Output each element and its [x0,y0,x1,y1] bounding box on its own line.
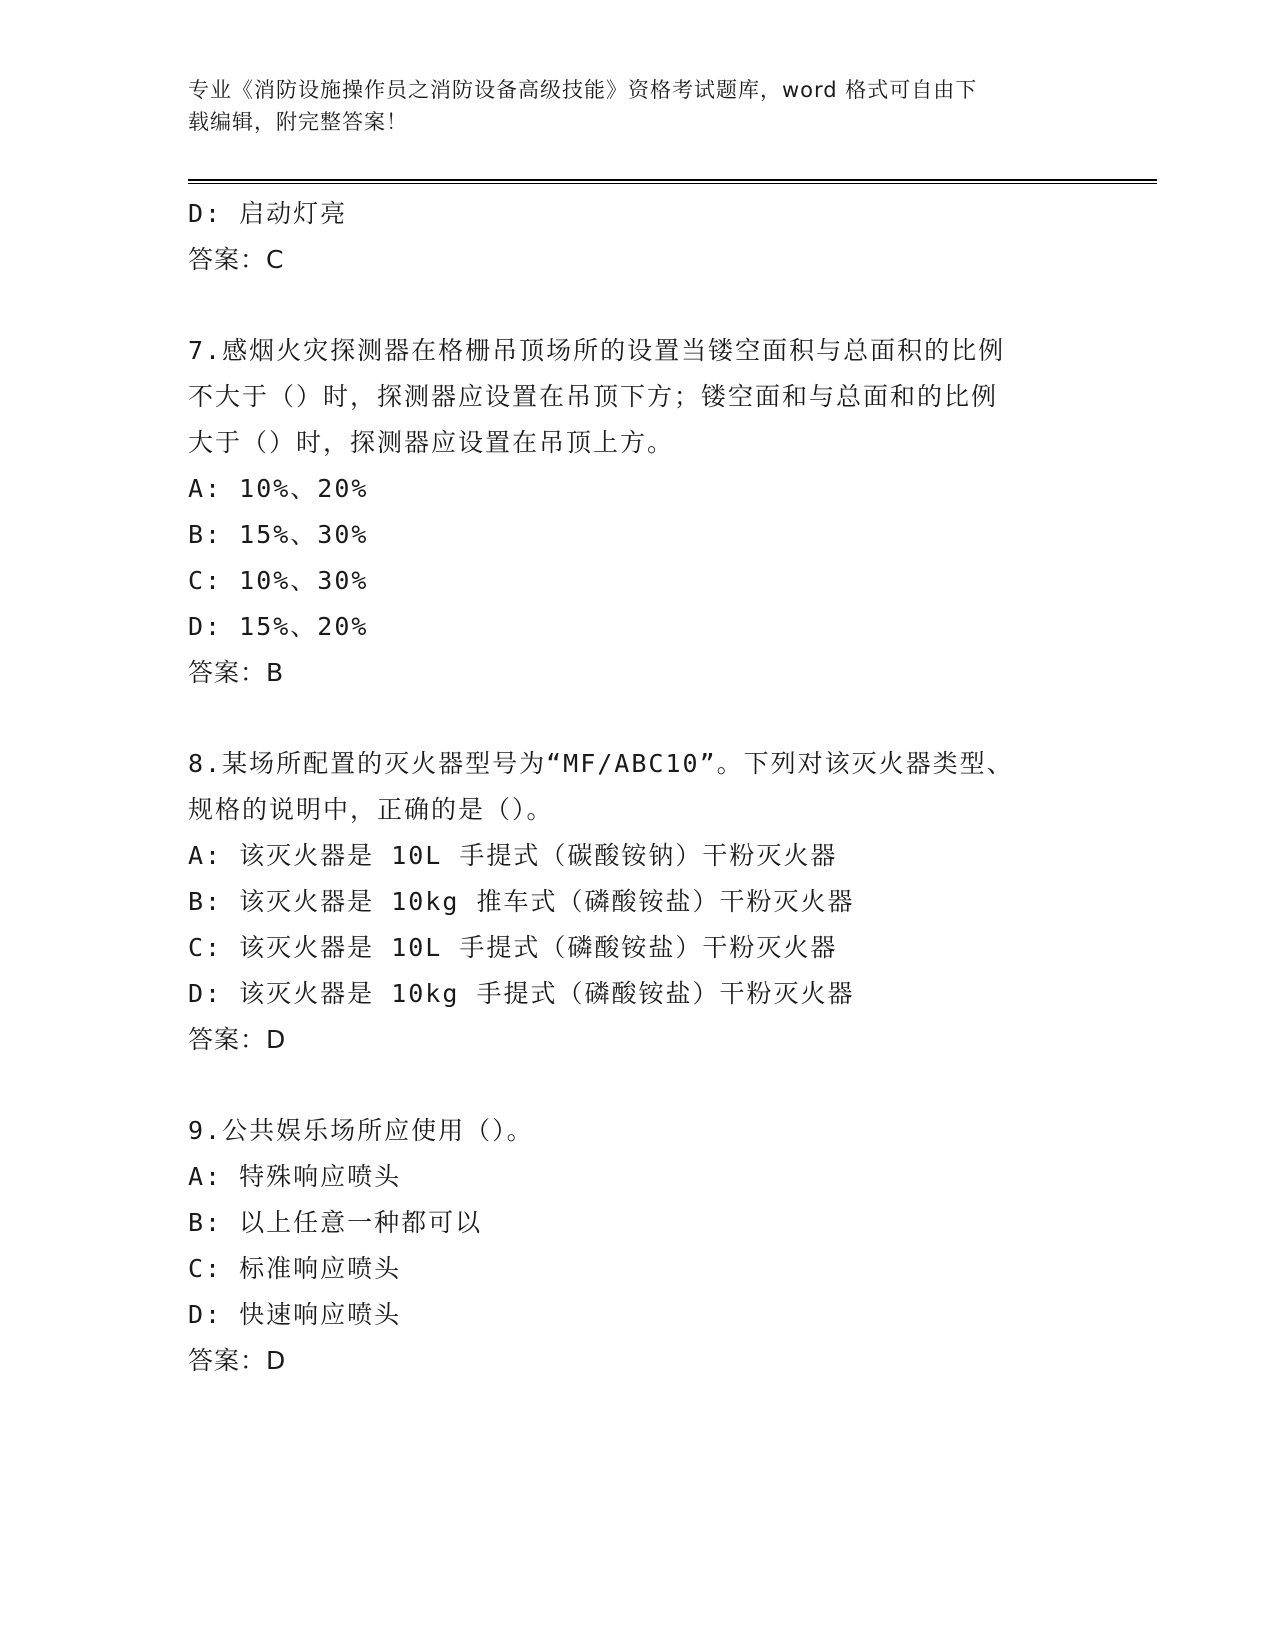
question-8-text-line-1: 8.某场所配置的灭火器型号为“MF/ABC10”。下列对该灭火器类型、 [188,749,1014,778]
question-7 [188,328,1088,696]
answer: 答案：C [188,245,285,274]
question-9 [188,1108,1088,1384]
option-d: D: 该灭火器是 10kg 手提式（磷酸铵盐）干粉灭火器 [188,979,855,1008]
answer: 答案：D [188,1025,287,1054]
answer: 答案：B [188,658,285,687]
header-divider-thick [188,179,1157,181]
document-header [188,74,1088,138]
question-8 [188,741,1088,1063]
option-d: D: 快速响应喷头 [188,1300,402,1329]
option-b: B: 该灭火器是 10kg 推车式（磷酸铵盐）干粉灭火器 [188,887,855,916]
question-7-text-line-3: 大于（）时，探测器应设置在吊顶上方。 [188,428,675,457]
previous-question-tail [188,191,1088,283]
option-d: D: 启动灯亮 [188,199,348,228]
option-c: C: 标准响应喷头 [188,1254,402,1283]
question-list [188,191,1088,1384]
option-a: A: 10%、20% [188,474,369,503]
answer: 答案：D [188,1346,287,1375]
question-8-text-line-2: 规格的说明中，正确的是（）。 [188,795,554,824]
option-c: C: 10%、30% [188,566,369,595]
option-b: B: 15%、30% [188,520,369,549]
option-c: C: 该灭火器是 10L 手提式（磷酸铵盐）干粉灭火器 [188,933,838,962]
option-a: A: 该灭火器是 10L 手提式（碳酸铵钠）干粉灭火器 [188,841,838,870]
header-line-2: 载编辑，附完整答案！ [188,110,408,134]
option-d: D: 15%、20% [188,612,369,641]
option-b: B: 以上任意一种都可以 [188,1208,483,1237]
header-divider-thin [188,183,1157,184]
question-7-text-line-2: 不大于（）时，探测器应设置在吊顶下方；镂空面和与总面和的比例 [188,382,999,411]
header-line-1: 专业《消防设施操作员之消防设备高级技能》资格考试题库，word 格式可自由下 [188,78,978,102]
question-7-text-line-1: 7.感烟火灾探测器在格栅吊顶场所的设置当镂空面积与总面积的比例 [188,336,1006,365]
question-9-text-line-1: 9.公共娱乐场所应使用（）。 [188,1116,534,1145]
option-a: A: 特殊响应喷头 [188,1162,402,1191]
